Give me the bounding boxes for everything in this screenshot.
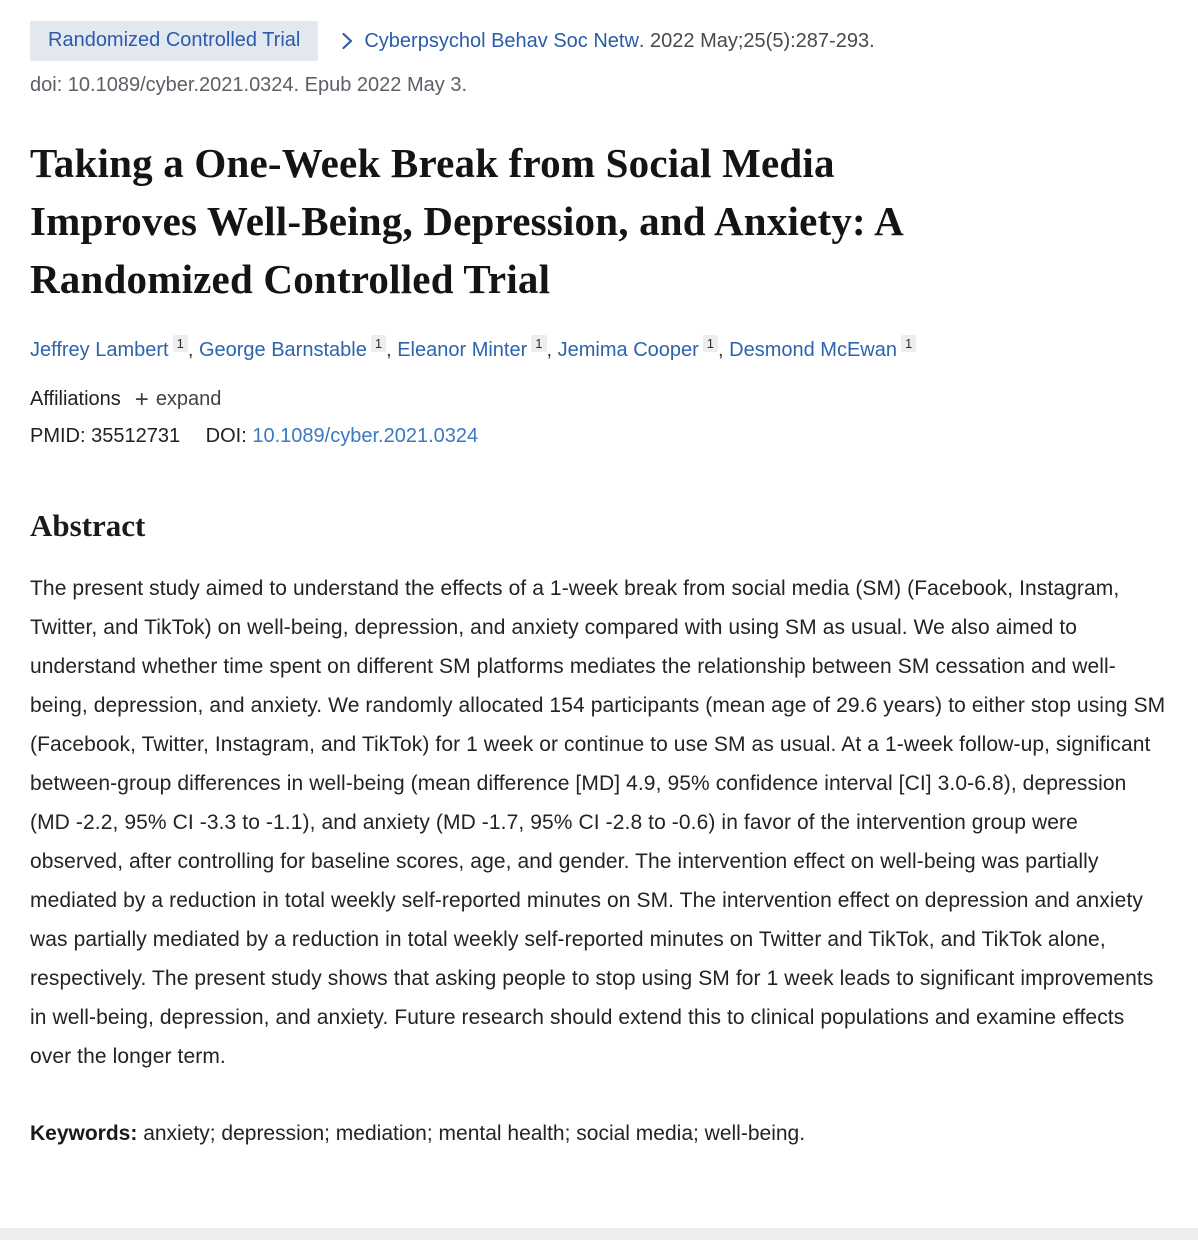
- title-line: Randomized Controlled Trial: [30, 256, 551, 302]
- author-link[interactable]: Jemima Cooper: [557, 339, 699, 361]
- author: [729, 336, 916, 361]
- identifiers-row: [30, 425, 1168, 448]
- author: [30, 336, 199, 361]
- article-title: [30, 134, 1168, 308]
- author-link[interactable]: Eleanor Minter: [397, 339, 528, 361]
- affiliation-superscript[interactable]: 1: [703, 335, 718, 352]
- author-link[interactable]: George Barnstable: [198, 339, 367, 361]
- doi-epub-line: doi: 10.1089/cyber.2021.0324. Epub 2022 May 3.: [30, 74, 468, 96]
- author-separator: ,: [187, 339, 199, 361]
- pmid-label: PMID:: [30, 425, 86, 447]
- author: [397, 336, 558, 361]
- keywords-text: anxiety; depression; mediation; mental health; social media; well-being.: [137, 1122, 806, 1145]
- affiliations-label: Affiliations: [30, 388, 121, 410]
- chevron-right-icon: [340, 31, 354, 51]
- plus-icon: +: [134, 385, 149, 413]
- affiliation-superscript[interactable]: 1: [531, 335, 546, 352]
- publication-type-badge[interactable]: Randomized Controlled Trial: [30, 21, 318, 61]
- page-bottom-edge: [0, 1228, 1198, 1240]
- expand-label: expand: [155, 388, 222, 410]
- citation-text: . 2022 May;25(5):287-293.: [638, 29, 875, 52]
- affiliations-expand-button[interactable]: [134, 385, 222, 413]
- author-link[interactable]: Desmond McEwan: [729, 339, 897, 361]
- title-line: Improves Well-Being, Depression, and Anxiety: A: [30, 198, 904, 244]
- author-link[interactable]: Jeffrey Lambert: [30, 339, 169, 361]
- journal-link[interactable]: Cyberpsychol Behav Soc Netw: [364, 29, 639, 52]
- affiliations-row: [30, 385, 1168, 413]
- affiliation-superscript[interactable]: 1: [173, 335, 188, 352]
- author: [198, 336, 398, 361]
- keywords-row: [30, 1118, 1168, 1190]
- affiliation-superscript[interactable]: 1: [901, 335, 916, 352]
- authors-row: [30, 335, 1168, 365]
- doi-link[interactable]: 10.1089/cyber.2021.0324: [252, 425, 479, 447]
- author-separator: ,: [386, 339, 398, 361]
- title-line: Taking a One-Week Break from Social Media: [30, 140, 835, 186]
- abstract-text: The present study aimed to understand the effects of a 1-week break from social media (SM) (Facebook, Instagram, Twitter, and TikTok) on well-being, depression, and anxiety compared with using SM as usual. We also aimed to understand whether time spent on different SM platforms mediates the relationship between SM cessation and well-being, depression, and anxiety. We randomly allocated 154 participants (mean age of 29.6 years) to either stop using SM (Facebook, Twitter, Instagram, and TikTok) for 1 week or continue to use SM as usual. At a 1-week follow-up, significant between-group differences in well-being (mean difference [MD] 4.9, 95% confidence interval [CI] 3.0-6.8), depression (MD -2.2, 95% CI -3.3 to -1.1), and anxiety (MD -1.7, 95% CI -2.8 to -0.6) in favor of the intervention group were observed, after controlling for baseline scores, age, and gender. The intervention effect on well-being was partially mediated by a reduction in total weekly self-reported minutes on SM. The intervention effect on depression and anxiety was partially mediated by a reduction in total weekly self-reported minutes on Twitter and TikTok, and TikTok alone, respectively. The present study shows that asking people to stop using SM for 1 week leads to significant improvements in well-being, depression, and anxiety. Future research should extend this to clinical populations and examine effects over the longer term.: [30, 577, 1166, 1068]
- author: [557, 336, 730, 361]
- affiliation-superscript[interactable]: 1: [371, 335, 386, 352]
- abstract-heading: Abstract: [30, 508, 146, 543]
- pmid-value: 35512731: [91, 425, 181, 447]
- author-separator: ,: [546, 339, 558, 361]
- doi-label: DOI:: [205, 425, 247, 447]
- citation-row: [30, 21, 1168, 61]
- author-separator: ,: [718, 339, 730, 361]
- keywords-label: Keywords:: [30, 1122, 138, 1145]
